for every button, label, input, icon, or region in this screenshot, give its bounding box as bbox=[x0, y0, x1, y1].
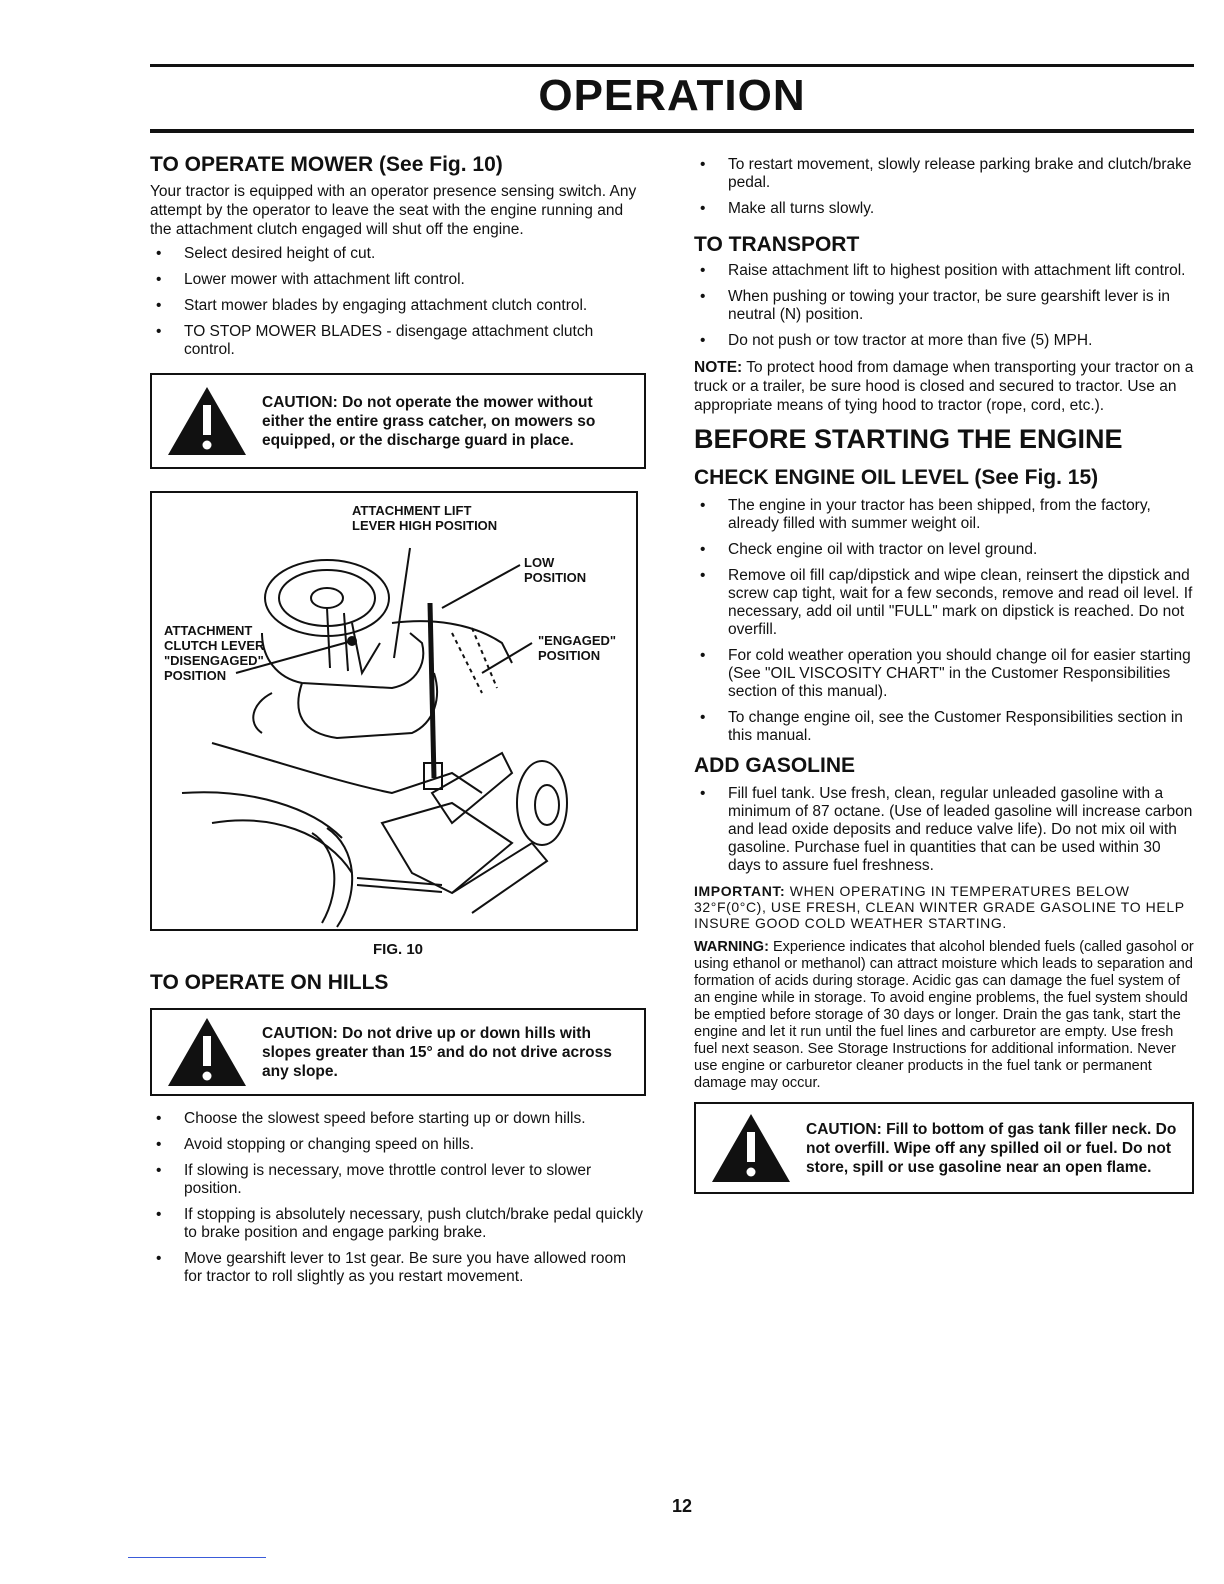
list-item: • If stopping is absolutely necessary, push clutch/brake pedal quickly to brake position and engage parking brake. bbox=[150, 1206, 646, 1242]
list-item: • Start mower blades by engaging attachment clutch control. bbox=[150, 297, 646, 315]
warning-triangle-icon bbox=[166, 385, 248, 457]
caution-box-hills bbox=[150, 1008, 646, 1096]
before-starting-heading: BEFORE STARTING THE ENGINE bbox=[694, 424, 1123, 454]
important-label: IMPORTANT: bbox=[694, 883, 786, 899]
important-notice bbox=[694, 883, 1194, 931]
label-clutch-lever: ATTACHMENT CLUTCH LEVER "DISENGAGED" POSITION bbox=[164, 623, 265, 683]
list-item: • The engine in your tractor has been shipped, from the factory, already filled with summer weight oil. bbox=[694, 497, 1194, 533]
right-column bbox=[694, 152, 1194, 1194]
mower-heading: TO OPERATE MOWER (See Fig. 10) bbox=[150, 153, 503, 176]
label-lift-high: ATTACHMENT LIFT LEVER HIGH POSITION bbox=[352, 503, 498, 533]
label-engaged-position: "ENGAGED" POSITION bbox=[538, 633, 617, 663]
note-label: NOTE: bbox=[694, 359, 743, 376]
list-item: • Do not push or tow tractor at more than five (5) MPH. bbox=[694, 332, 1194, 350]
mower-intro: Your tractor is equipped with an operator presence sensing switch. Any attempt by the operator to leave the seat with the engine running and the attachment clutch engaged will shut off the engine. bbox=[150, 183, 637, 238]
note-text: To protect hood from damage when transporting your tractor on a truck or a trailer, be sure hood is closed and secured to tractor. Use an appropriate means of tying hood to tractor (rope, cord, etc.). bbox=[694, 359, 1194, 414]
list-item: • TO STOP MOWER BLADES - disengage attachment clutch control. bbox=[150, 323, 646, 359]
list-item: • If slowing is necessary, move throttle control lever to slower position. bbox=[150, 1162, 646, 1198]
gasoline-heading: ADD GASOLINE bbox=[694, 754, 856, 777]
transport-note bbox=[694, 358, 1194, 415]
list-item: • Select desired height of cut. bbox=[150, 245, 646, 263]
warning-triangle-icon bbox=[710, 1112, 792, 1184]
list-item: • Fill fuel tank. Use fresh, clean, regular unleaded gasoline with a minimum of 87 octane. (Use of leaded gasoline will increase carbon and lead oxide deposits and reduce valve life). Do not mix oil with gasoline. Purchase fuel in quantities that can be used within 30 days to assure fuel freshness. bbox=[694, 785, 1194, 875]
list-item: • Check engine oil with tractor on level ground. bbox=[694, 541, 1194, 559]
caution-box-gasoline bbox=[694, 1102, 1194, 1194]
caution-text-hills: CAUTION: Do not drive up or down hills with slopes greater than 15° and do not drive across any slope. bbox=[262, 1024, 612, 1080]
figure-caption: FIG. 10 bbox=[372, 941, 424, 958]
warning-triangle-icon bbox=[166, 1016, 248, 1088]
caution-box-mower bbox=[150, 373, 646, 469]
list-item: • Lower mower with attachment lift control. bbox=[150, 271, 646, 289]
title-underline bbox=[150, 129, 1194, 133]
page-title: OPERATION bbox=[538, 71, 806, 120]
list-item: • Raise attachment lift to highest position with attachment lift control. bbox=[694, 262, 1194, 280]
figure-10-box bbox=[150, 491, 638, 931]
list-item: • When pushing or towing your tractor, be sure gearshift lever is in neutral (N) position. bbox=[694, 288, 1194, 324]
important-text: WHEN OPERATING IN TEMPERATURES BELOW 32°F(0°C), USE FRESH, CLEAN WINTER GRADE GASOLINE TO HELP INSURE GOOD COLD WEATHER STARTING. bbox=[694, 883, 1185, 931]
warning-label: WARNING: bbox=[694, 939, 769, 955]
label-low-position: LOW POSITION bbox=[524, 555, 587, 585]
tractor-illustration bbox=[152, 493, 636, 929]
caution-text-gasoline: CAUTION: Fill to bottom of gas tank filler neck. Do not overfill. Wipe off any spilled oil or fuel. Do not store, spill or use gasoline near an open flame. bbox=[806, 1120, 1177, 1176]
list-item: • Move gearshift lever to 1st gear. Be sure you have allowed room for tractor to roll slightly as you restart movement. bbox=[150, 1250, 646, 1286]
list-item: • Make all turns slowly. bbox=[694, 200, 1194, 218]
transport-bullet-list bbox=[694, 262, 1194, 350]
gasoline-bullet-list bbox=[694, 785, 1194, 875]
list-item: • For cold weather operation you should change oil for easier starting (See "OIL VISCOSITY CHART" in the Customer Responsibilities section of this manual). bbox=[694, 647, 1194, 701]
oil-heading: CHECK ENGINE OIL LEVEL (See Fig. 15) bbox=[694, 466, 1099, 489]
restart-bullet-list bbox=[694, 156, 1194, 218]
footer-blue-line bbox=[128, 1557, 266, 1558]
list-item: • Avoid stopping or changing speed on hills. bbox=[150, 1136, 646, 1154]
hills-heading: TO OPERATE ON HILLS bbox=[150, 971, 389, 994]
caution-text-mower: CAUTION: Do not operate the mower without either the entire grass catcher, on mowers so equipped, or the discharge guard in place. bbox=[262, 393, 596, 449]
list-item: • Choose the slowest speed before starting up or down hills. bbox=[150, 1110, 646, 1128]
list-item: • To change engine oil, see the Customer Responsibilities section in this manual. bbox=[694, 709, 1194, 745]
top-rule bbox=[150, 64, 1194, 67]
hills-bullet-list bbox=[150, 1110, 646, 1286]
warning-paragraph bbox=[694, 939, 1194, 1092]
left-column bbox=[150, 152, 646, 1294]
mower-bullet-list bbox=[150, 245, 646, 359]
list-item: • To restart movement, slowly release parking brake and clutch/brake pedal. bbox=[694, 156, 1194, 192]
oil-bullet-list bbox=[694, 497, 1194, 745]
list-item: • Remove oil fill cap/dipstick and wipe clean, reinsert the dipstick and screw cap tight, wait for a few seconds, remove and read oil level. If necessary, add oil until "FULL" mark on dipstick is reached. Do not overfill. bbox=[694, 567, 1194, 639]
page-number: 12 bbox=[671, 1496, 693, 1516]
transport-heading: TO TRANSPORT bbox=[694, 233, 860, 256]
warning-text: Experience indicates that alcohol blended fuels (called gasohol or using ethanol or methanol) can attract moisture which leads to separation and formation of acids during storage. Acidic gas can damage the fuel system of an engine while in storage. To avoid engine problems, the fuel system should be emptied before storage of 30 days or longer. Drain the gas tank, start the engine and let it run until the fuel lines and carburetor are empty. Use fresh fuel next season. See Storage Instructions for additional information. Never use engine or carburetor cleaner products in the fuel tank or permanent damage may occur. bbox=[694, 939, 1194, 1091]
